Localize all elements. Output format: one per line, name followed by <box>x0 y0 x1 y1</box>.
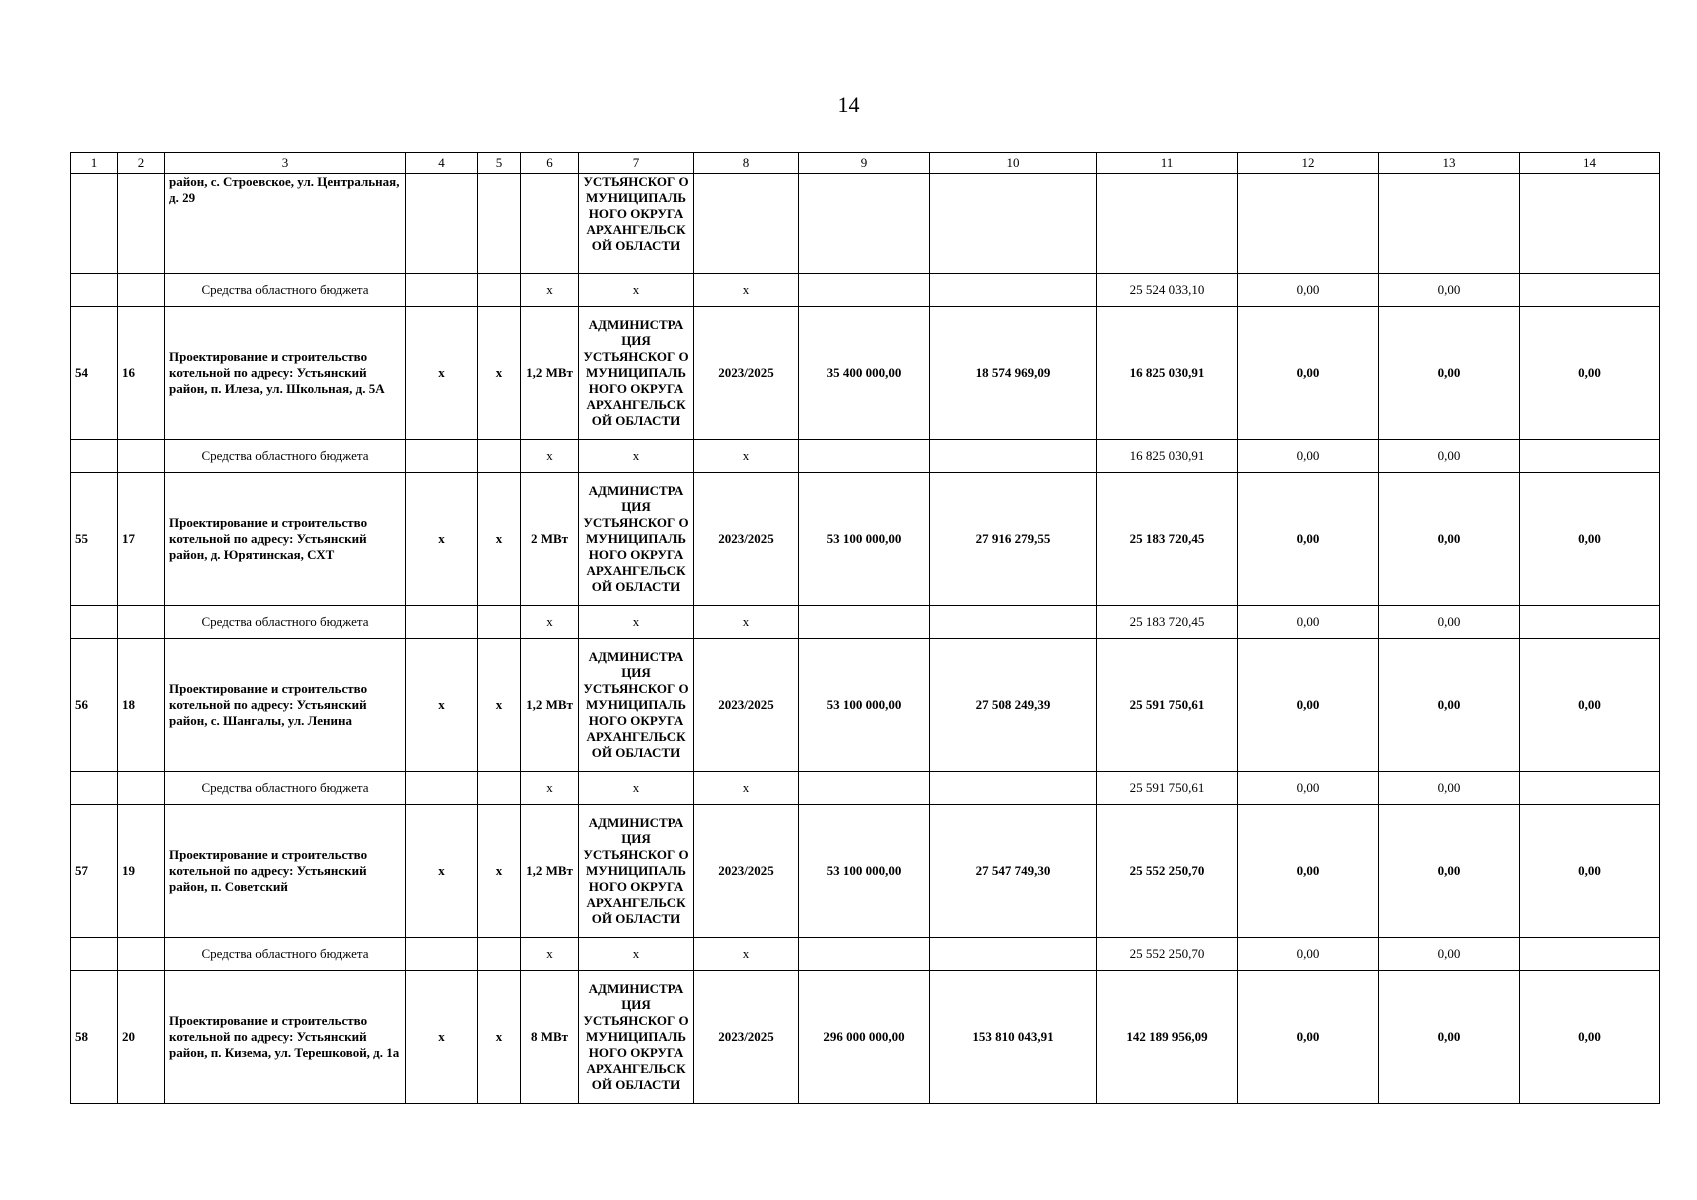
amount-cell: 25 552 250,70 <box>1097 805 1238 938</box>
table-cell <box>930 274 1097 307</box>
funding-source-label: Средства областного бюджета <box>165 938 406 971</box>
funding-row <box>71 772 1660 805</box>
table-cell: х <box>406 473 478 606</box>
amount-cell: 0,00 <box>1238 772 1379 805</box>
project-row <box>71 307 1660 440</box>
table-cell: х <box>478 639 521 772</box>
amount-cell: 0,00 <box>1379 639 1520 772</box>
table-cell <box>930 772 1097 805</box>
amount-cell: 296 000 000,00 <box>799 971 930 1104</box>
amount-cell: 0,00 <box>1520 307 1660 440</box>
column-number: 3 <box>165 153 406 174</box>
sub-number: 17 <box>118 473 165 606</box>
funding-row <box>71 274 1660 307</box>
table-cell: х <box>694 772 799 805</box>
table-cell: х <box>478 971 521 1104</box>
table-cell <box>930 440 1097 473</box>
amount-cell: 25 591 750,61 <box>1097 639 1238 772</box>
sub-number: 16 <box>118 307 165 440</box>
table-cell <box>1520 772 1660 805</box>
table-cell <box>71 606 118 639</box>
table-cell <box>1520 174 1660 274</box>
table-cell: х <box>579 440 694 473</box>
table-cell <box>930 938 1097 971</box>
table-cell <box>406 606 478 639</box>
object-name: район, с. Строевское, ул. Центральная, д. 29 <box>165 174 406 274</box>
table-cell <box>1238 174 1379 274</box>
row-number: 54 <box>71 307 118 440</box>
capacity-cell: 1,2 МВт <box>521 639 579 772</box>
sub-number: 19 <box>118 805 165 938</box>
table-cell: х <box>406 639 478 772</box>
table-cell <box>694 174 799 274</box>
table-cell: х <box>406 971 478 1104</box>
table-cell <box>799 174 930 274</box>
table-cell <box>521 174 579 274</box>
responsible-org: АДМИНИСТРА ЦИЯ УСТЬЯНСКОГ О МУНИЦИПАЛЬ НОГО ОКРУГА АРХАНГЕЛЬСК ОЙ ОБЛАСТИ <box>579 971 694 1104</box>
amount-cell: 0,00 <box>1520 639 1660 772</box>
amount-cell: 18 574 969,09 <box>930 307 1097 440</box>
table-cell <box>118 440 165 473</box>
amount-cell: 0,00 <box>1520 473 1660 606</box>
period-cell: 2023/2025 <box>694 971 799 1104</box>
amount-cell: 0,00 <box>1379 440 1520 473</box>
table-cell <box>478 772 521 805</box>
table-cell <box>406 938 478 971</box>
object-name: Проектирование и строительство котельной по адресу: Устьянский район, п. Советский <box>165 805 406 938</box>
amount-cell: 25 591 750,61 <box>1097 772 1238 805</box>
amount-cell: 0,00 <box>1379 971 1520 1104</box>
row-number: 55 <box>71 473 118 606</box>
project-row <box>71 473 1660 606</box>
funding-row <box>71 606 1660 639</box>
table-cell <box>406 274 478 307</box>
table-cell: х <box>521 606 579 639</box>
row-number: 58 <box>71 971 118 1104</box>
table-cell <box>478 174 521 274</box>
amount-cell: 0,00 <box>1379 805 1520 938</box>
page-number: 14 <box>837 92 860 117</box>
table-cell <box>799 938 930 971</box>
project-row <box>71 639 1660 772</box>
sub-number: 20 <box>118 971 165 1104</box>
table-cell <box>71 938 118 971</box>
table-cell: х <box>579 772 694 805</box>
amount-cell: 0,00 <box>1520 971 1660 1104</box>
table-cell: х <box>694 606 799 639</box>
table-cell: х <box>521 938 579 971</box>
table-cell <box>1520 938 1660 971</box>
column-number: 8 <box>694 153 799 174</box>
amount-cell: 0,00 <box>1379 606 1520 639</box>
period-cell: 2023/2025 <box>694 473 799 606</box>
amount-cell: 27 508 249,39 <box>930 639 1097 772</box>
amount-cell: 0,00 <box>1379 473 1520 606</box>
table-cell: х <box>694 938 799 971</box>
amount-cell: 0,00 <box>1379 307 1520 440</box>
table-cell: х <box>579 274 694 307</box>
amount-cell: 25 524 033,10 <box>1097 274 1238 307</box>
table-cell <box>930 174 1097 274</box>
amount-cell: 0,00 <box>1520 805 1660 938</box>
column-number: 5 <box>478 153 521 174</box>
table-cell: х <box>478 307 521 440</box>
period-cell: 2023/2025 <box>694 639 799 772</box>
table-cell <box>1097 174 1238 274</box>
project-row <box>71 971 1660 1104</box>
period-cell: 2023/2025 <box>694 307 799 440</box>
table-cell <box>799 274 930 307</box>
column-number: 12 <box>1238 153 1379 174</box>
object-name: Проектирование и строительство котельной по адресу: Устьянский район, п. Илеза, ул. Школьная, д. 5А <box>165 307 406 440</box>
funding-row <box>71 938 1660 971</box>
table-cell <box>406 174 478 274</box>
column-number-row <box>71 153 1660 174</box>
table-cell: х <box>478 805 521 938</box>
column-number: 13 <box>1379 153 1520 174</box>
column-number: 4 <box>406 153 478 174</box>
amount-cell: 25 183 720,45 <box>1097 473 1238 606</box>
amount-cell: 53 100 000,00 <box>799 473 930 606</box>
table-cell: х <box>406 307 478 440</box>
capacity-cell: 8 МВт <box>521 971 579 1104</box>
amount-cell: 0,00 <box>1238 606 1379 639</box>
responsible-org: АДМИНИСТРА ЦИЯ УСТЬЯНСКОГ О МУНИЦИПАЛЬ НОГО ОКРУГА АРХАНГЕЛЬСК ОЙ ОБЛАСТИ <box>579 307 694 440</box>
table-cell <box>1520 606 1660 639</box>
table-cell <box>478 938 521 971</box>
table-cell: х <box>694 274 799 307</box>
object-name: Проектирование и строительство котельной по адресу: Устьянский район, д. Юрятинская, СХТ <box>165 473 406 606</box>
column-number: 2 <box>118 153 165 174</box>
table-cell <box>118 938 165 971</box>
table-cell <box>118 606 165 639</box>
amount-cell: 27 916 279,55 <box>930 473 1097 606</box>
amount-cell: 0,00 <box>1238 473 1379 606</box>
column-number: 7 <box>579 153 694 174</box>
sub-number: 18 <box>118 639 165 772</box>
amount-cell: 16 825 030,91 <box>1097 440 1238 473</box>
table-cell <box>118 772 165 805</box>
continuation-row <box>71 174 1660 274</box>
table-cell: х <box>478 473 521 606</box>
amount-cell: 0,00 <box>1238 639 1379 772</box>
amount-cell: 0,00 <box>1238 971 1379 1104</box>
table-cell <box>406 772 478 805</box>
amount-cell: 53 100 000,00 <box>799 805 930 938</box>
table-cell <box>799 440 930 473</box>
responsible-org: АДМИНИСТРА ЦИЯ УСТЬЯНСКОГ О МУНИЦИПАЛЬ НОГО ОКРУГА АРХАНГЕЛЬСК ОЙ ОБЛАСТИ <box>579 473 694 606</box>
amount-cell: 27 547 749,30 <box>930 805 1097 938</box>
table-cell: х <box>521 772 579 805</box>
amount-cell: 142 189 956,09 <box>1097 971 1238 1104</box>
table-cell <box>478 274 521 307</box>
responsible-org: АДМИНИСТРА ЦИЯ УСТЬЯНСКОГ О МУНИЦИПАЛЬ НОГО ОКРУГА АРХАНГЕЛЬСК ОЙ ОБЛАСТИ <box>579 639 694 772</box>
table-cell <box>478 606 521 639</box>
table-cell: х <box>579 606 694 639</box>
table-cell <box>118 274 165 307</box>
table-cell <box>799 772 930 805</box>
table-cell <box>1379 174 1520 274</box>
column-number: 1 <box>71 153 118 174</box>
amount-cell: 0,00 <box>1238 938 1379 971</box>
table-cell <box>71 174 118 274</box>
amount-cell: 0,00 <box>1238 805 1379 938</box>
row-number: 56 <box>71 639 118 772</box>
capacity-cell: 2 МВт <box>521 473 579 606</box>
table-cell <box>118 174 165 274</box>
table-cell <box>71 772 118 805</box>
table-cell <box>71 274 118 307</box>
column-number: 11 <box>1097 153 1238 174</box>
funding-source-label: Средства областного бюджета <box>165 606 406 639</box>
row-number: 57 <box>71 805 118 938</box>
table-cell: х <box>406 805 478 938</box>
table-cell <box>478 440 521 473</box>
column-number: 10 <box>930 153 1097 174</box>
column-number: 6 <box>521 153 579 174</box>
table-cell <box>930 606 1097 639</box>
column-number: 9 <box>799 153 930 174</box>
amount-cell: 0,00 <box>1379 772 1520 805</box>
funding-row <box>71 440 1660 473</box>
amount-cell: 16 825 030,91 <box>1097 307 1238 440</box>
table-cell <box>406 440 478 473</box>
period-cell: 2023/2025 <box>694 805 799 938</box>
table-cell <box>799 606 930 639</box>
amount-cell: 53 100 000,00 <box>799 639 930 772</box>
funding-source-label: Средства областного бюджета <box>165 274 406 307</box>
object-name: Проектирование и строительство котельной по адресу: Устьянский район, п. Кизема, ул. Терешковой, д. 1а <box>165 971 406 1104</box>
amount-cell: 153 810 043,91 <box>930 971 1097 1104</box>
amount-cell: 0,00 <box>1379 938 1520 971</box>
funding-source-label: Средства областного бюджета <box>165 440 406 473</box>
amount-cell: 0,00 <box>1238 307 1379 440</box>
amount-cell: 0,00 <box>1238 440 1379 473</box>
amount-cell: 25 552 250,70 <box>1097 938 1238 971</box>
table-cell: х <box>521 440 579 473</box>
table-cell: х <box>694 440 799 473</box>
capacity-cell: 1,2 МВт <box>521 805 579 938</box>
amount-cell: 35 400 000,00 <box>799 307 930 440</box>
budget-table <box>70 152 1660 1104</box>
table-cell <box>71 440 118 473</box>
table-cell <box>1520 274 1660 307</box>
table-cell <box>1520 440 1660 473</box>
funding-source-label: Средства областного бюджета <box>165 772 406 805</box>
capacity-cell: 1,2 МВт <box>521 307 579 440</box>
amount-cell: 0,00 <box>1379 274 1520 307</box>
responsible-org: УСТЬЯНСКОГ О МУНИЦИПАЛЬ НОГО ОКРУГА АРХАНГЕЛЬСК ОЙ ОБЛАСТИ <box>579 174 694 274</box>
object-name: Проектирование и строительство котельной по адресу: Устьянский район, с. Шангалы, ул. Ленина <box>165 639 406 772</box>
column-number: 14 <box>1520 153 1660 174</box>
amount-cell: 0,00 <box>1238 274 1379 307</box>
responsible-org: АДМИНИСТРА ЦИЯ УСТЬЯНСКОГ О МУНИЦИПАЛЬ НОГО ОКРУГА АРХАНГЕЛЬСК ОЙ ОБЛАСТИ <box>579 805 694 938</box>
table-cell: х <box>579 938 694 971</box>
amount-cell: 25 183 720,45 <box>1097 606 1238 639</box>
project-row <box>71 805 1660 938</box>
table-cell: х <box>521 274 579 307</box>
